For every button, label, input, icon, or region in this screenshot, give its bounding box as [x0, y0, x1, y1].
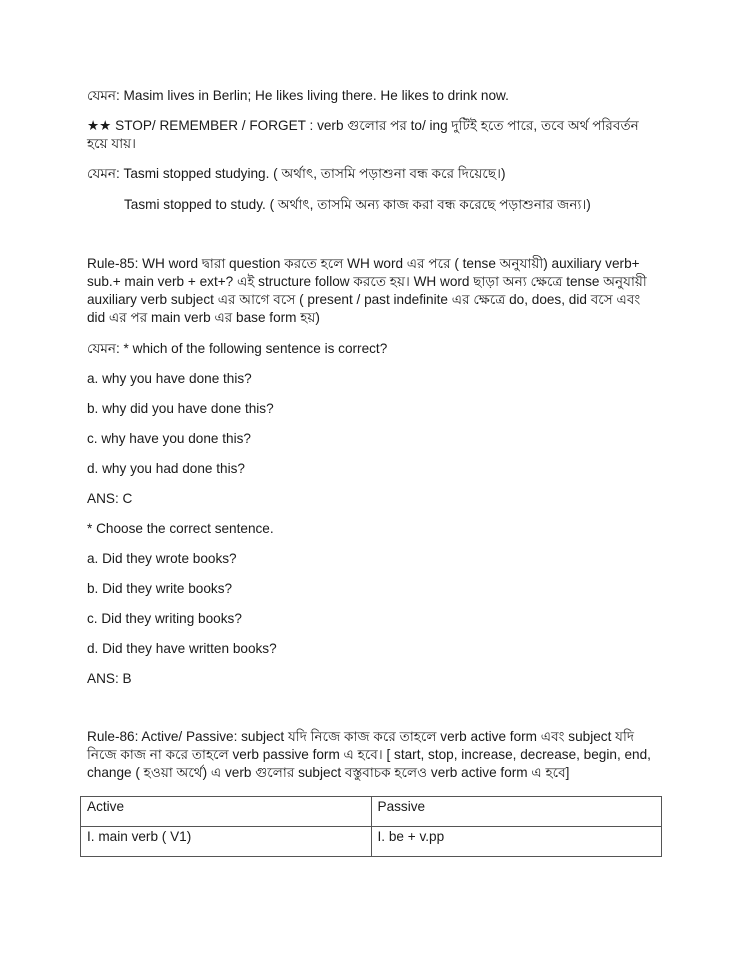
table-cell-passive-1: I. be + v.pp	[371, 827, 662, 857]
table-cell-active-1: I. main verb ( V1)	[81, 827, 372, 857]
table-row	[81, 827, 662, 857]
example-tasmi-stopped-studying: যেমন: Tasmi stopped studying. ( অর্থাৎ, তাসমি পড়াশুনা বন্ধ করে দিয়েছে।)	[87, 166, 506, 181]
question-2-answer: ANS: B	[87, 671, 132, 686]
rule-86-paragraph: Rule-86: Active/ Passive: subject যদি নিজে কাজ করে তাহলে verb active form এবং subject যদি নিজে কাজ না করে তাহলে verb passive form এ হবে। [ start, stop, increase, decrease, begin, end, change ( হওয়া অর্থে) এ verb গুলোর subject বস্তুবাচক হলেও verb active form এ হবে]	[87, 729, 651, 780]
stop-remember-forget-rule: ★★ STOP/ REMEMBER / FORGET : verb গুলোর পর to/ ing দুটিই হতে পারে, তবে অর্থ পরিবর্তন হয়ে যায়।	[87, 118, 639, 151]
question-2-option-a: a. Did they wrote books?	[87, 551, 237, 566]
table-row	[81, 797, 662, 827]
question-1-answer: ANS: C	[87, 491, 133, 506]
question-1-option-b: b. why did you have done this?	[87, 401, 274, 416]
example-masim: যেমন: Masim lives in Berlin; He likes living there. He likes to drink now.	[87, 88, 509, 103]
question-1-option-d: d. why you had done this?	[87, 461, 245, 476]
question-1-intro: যেমন: * which of the following sentence is correct?	[87, 341, 388, 356]
table-header-passive: Passive	[371, 797, 662, 827]
rule-85-paragraph: Rule-85: WH word দ্বারা question করতে হলে WH word এর পরে ( tense অনুযায়ী) auxiliary verb+ sub.+ main verb + ext+? এই structure follow করতে হয়। WH word ছাড়া অন্য ক্ষেত্রে tense অনুযায়ী auxiliary verb subject এর আগে বসে ( present / past indefinite এর ক্ষেত্রে do, does, did বসে এবং did এর পর main verb এর base form হয়)	[87, 256, 647, 325]
question-2-intro: * Choose the correct sentence.	[87, 521, 274, 536]
example-tasmi-stopped-to-study: Tasmi stopped to study. ( অর্থাৎ, তাসমি অন্য কাজ করা বন্ধ করেছে পড়াশুনার জন্য।)	[124, 197, 591, 212]
question-2-option-d: d. Did they have written books?	[87, 641, 277, 656]
active-passive-table	[80, 796, 662, 857]
table-header-active: Active	[81, 797, 372, 827]
question-1-option-c: c. why have you done this?	[87, 431, 251, 446]
question-2-option-c: c. Did they writing books?	[87, 611, 242, 626]
question-1-option-a: a. why you have done this?	[87, 371, 252, 386]
question-2-option-b: b. Did they write books?	[87, 581, 233, 596]
